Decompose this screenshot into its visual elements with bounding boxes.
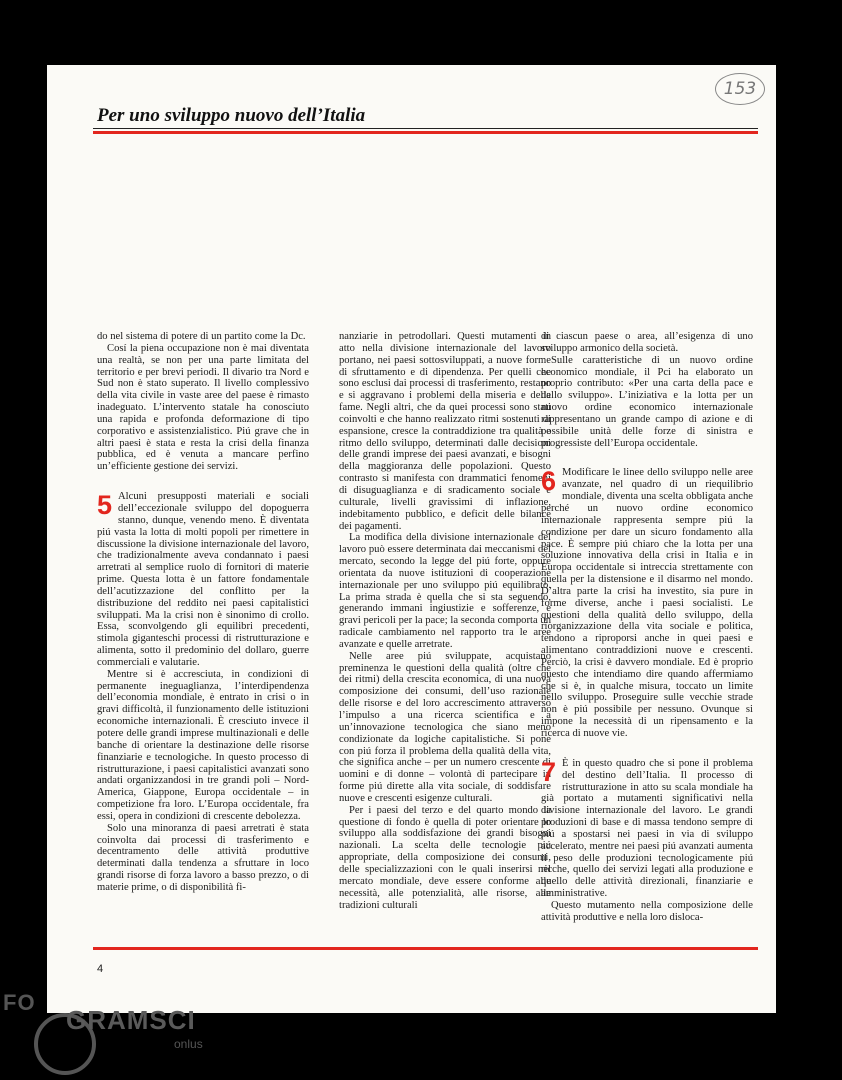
page-number: 4 bbox=[97, 963, 104, 975]
page-title: Per uno sviluppo nuovo dell’Italia bbox=[97, 105, 366, 126]
paragraph: Questo mutamento nella composizione delle attività produttive e nella loro disloca- bbox=[541, 899, 753, 923]
paragraph: Sulle caratteristiche di un nuovo ordine economico mondiale, il Pci ha elaborato un proprio contributo: «Per una carta della pace e dello sviluppo». L’iniziativa e la lotta per un nuovo ordine economico internazionale rappresentano un grande campo di azione e di possibile unità delle forze di sinistra e progressiste dell’Europa occidentale. bbox=[541, 354, 753, 449]
section-number: 7 bbox=[541, 756, 557, 787]
section-5 bbox=[97, 491, 309, 894]
paragraph: Mentre si è accresciuta, in condizioni di permanente ineguaglianza, l’interdipendenza dell’economia mondiale, è entrato in crisi o in gravi difficoltà, il funzionamento delle istituzioni economiche internazionali. È cresciuto invece il potere delle grandi imprese multinazionali e delle banche di orientare la destinazione delle risorse finanziarie e tecnologiche. In questo processo di ristrutturazione, i paesi capitalistici avanzati sono andati organizzandosi in tre grandi poli – Nord-America, Giappone, Europa occidentale – in competizione fra loro. L’Europa occidentale, fra essi, opera in condizioni di crescente debolezza. bbox=[97, 668, 309, 822]
paragraph: Alcuni presupposti materiali e sociali dell’eccezionale sviluppo del dopoguerra stanno, dunque, venendo meno. È diventata piú vasta la lotta di molti popoli per rimettere in discussione la divisione internazionale del lavoro, che tradizionalmente aveva condannato i paesi arretrati al semplice ruolo di fornitori di materie prime. Questa lotta è un fattore fondamentale dell’acutizzazione del conflitto per la distribuzione del reddito nei paesi capitalistici sviluppati. Ma la crisi non è sinonimo di crollo. Essa, sconvolgendo gli equilibri precedenti, stimola giganteschi processi di ristrutturazione e alimenta, sotto il predominio del dollaro, guerre commerciali e valutarie. bbox=[97, 491, 309, 668]
paragraph: nanziarie in petrodollari. Questi mutamenti in atto nella divisione internazionale del lavoro portano, nei paesi sottosviluppati, a nuove forme di sfruttamento e di dipendenza. Per quelli che sono esclusi dai processi di trasferimento, restano e si aggravano i problemi della miseria e della fame. Negli altri, che da quei processi sono stati coinvolti e che hanno realizzato ritmi sostenuti di espansione, cresce la contraddizione tra qualità e ritmo dello sviluppo, determinati dalle decisioni delle grandi imprese dei paesi avanzati, e bisogni della maggioranza delle popolazioni. Questo contrasto si manifesta con drammatici fenomeni di disuguaglianza e di sradicamento sociale e culturale, livelli gravissimi di inflazione, indebitamento pubblico, e deficit delle bilance dei pagamenti. bbox=[339, 331, 551, 532]
header-rule-red bbox=[93, 131, 758, 134]
paragraph: La modifica della divisione internazionale del lavoro può essere determinata dai meccanismi del mercato, secondo la legge del piú forte, oppure orientata da nuove istituzioni di cooperazione internazionale per uno sviluppo piú equilibrato. La prima strada è quella che si sta seguendo, generando immani ingiustizie e sofferenze, e gravi pericoli per la pace; la seconda comporta un radicale cambiamento nel rapporto tra le aree avanzate e quelle arretrate. bbox=[339, 532, 551, 650]
text-column-3 bbox=[541, 331, 753, 924]
paragraph: di ciascun paese o area, all’esigenza di uno sviluppo armonico della società. bbox=[541, 331, 753, 354]
paragraph: Cosí la piena occupazione non è mai diventata una realtà, se non per una parte limitata del territorio e per brevi periodi. Il divario tra Nord e Sud non è stato superato. Il livello complessivo della vita civile in vaste aree del paese è rimasto inadeguato. L’intervento statale ha conosciuto una rapida e profonda deformazione di tipo corporativo e assistenzialistico. Piú grave che in altri paesi è stata e resta la crisi della finanza pubblica, ed è venuta a mancare perfino un’efficiente gestione dei servizi. bbox=[97, 342, 309, 473]
paragraph: Nelle aree piú sviluppate, acquistano preminenza le questioni della qualità (oltre che dei ritmi) della crescita economica, di una nuova composizione dei consumi, dell’uso razionale delle risorse e del loro accrescimento attraverso l’impulso a una ricerca scientifica e a un’innovazione tecnologica che siano meno condizionate da logiche capitalistiche. Si pone con piú forza il problema della qualità della vita, che significa anche – per un numero crescente di uomini e di donne – volontà di partecipare in forme piú dirette alla vita sociale, di soddisfare nuove e crescenti esigenze culturali. bbox=[339, 650, 551, 804]
watermark-gramsci-text: GRAMSCI bbox=[66, 1005, 196, 1035]
paragraph: Solo una minoranza di paesi arretrati è stata coinvolta dai processi di trasferimento e decentramento delle attività produttive determinati dalla tendenza a sfruttare in loco grandi risorse di forza lavoro a basso prezzo, o di materie prime, o di disponibilità fi- bbox=[97, 822, 309, 893]
section-7 bbox=[541, 758, 753, 924]
text-column-2 bbox=[339, 331, 551, 911]
paragraph: Modificare le linee dello sviluppo nelle aree avanzate, nel quadro di un riequilibrio mondiale, diventa una scelta obbligata anche perché un nuovo ordine economico internazionale rappresenta sempre piú la condizione per dare un sicuro fondamento alla pace. È sempre piú chiaro che la lotta per una soluzione innovativa della crisi in Italia e in Europa occidentale si intreccia strettamente con quella per la distensione e il disarmo nel mondo. D’altra parte la crisi ha investito, sia pure in forme diverse, anche i paesi socialisti. Le questioni della qualità dello sviluppo, della riorganizzazione della vita sociale e politica, tendono a riproporsi anche in quei paesi e alimentano contraddizioni nuove e crescenti. Perciò, la crisi è davvero mondiale. Ed è proprio questo che intendiamo dire quando affermiamo che si è, in qualche misura, toccato un limite nello sviluppo. Proseguire sulle vecchie strade non è piú possibile per nessuno. Ovunque si impone la necessità di un ripensamento e la ricerca di nuove vie. bbox=[541, 467, 753, 739]
watermark-onlus-text: onlus bbox=[174, 1037, 203, 1051]
paragraph: È in questo quadro che si pone il problema del destino dell’Italia. Il processo di ristrutturazione in atto su scala mondiale ha già portato a mutamenti significativi nella divisione internazionale del lavoro. Le grandi produzioni di base e di massa tendono sempre di piú a spostarsi nei paesi in via di sviluppo accelerato, mentre nei paesi piú avanzati aumenta il peso delle produzioni tecnologicamente piú ricche, quello dei servizi legati alla produzione e quello delle attività direzionali, finanziarie e amministrative. bbox=[541, 757, 753, 900]
fondazione-gramsci-watermark bbox=[0, 985, 260, 1080]
paragraph: Per i paesi del terzo e del quarto mondo la questione di fondo è quella di poter orientare lo sviluppo alla soddisfazione dei grandi bisogni nazionali. La scelta delle tecnologie piú appropriate, della composizione dei consumi, delle specializzazioni con le quali inserirsi nel mercato mondiale, deve essere conforme alle necessità, alle potenzialità, alle risorse, alle tradizioni culturali bbox=[339, 804, 551, 911]
document-page bbox=[47, 65, 776, 1013]
section-number: 6 bbox=[541, 466, 557, 497]
handwritten-page-annotation: 153 bbox=[715, 73, 765, 105]
text-column-1 bbox=[97, 331, 309, 894]
section-6 bbox=[541, 467, 753, 739]
section-number: 5 bbox=[97, 490, 113, 521]
footer-rule-red bbox=[93, 947, 758, 950]
paragraph: do nel sistema di potere di un partito come la Dc. bbox=[97, 331, 306, 342]
watermark-fo-text: FO bbox=[3, 990, 36, 1015]
header-rule-thin bbox=[93, 128, 758, 129]
